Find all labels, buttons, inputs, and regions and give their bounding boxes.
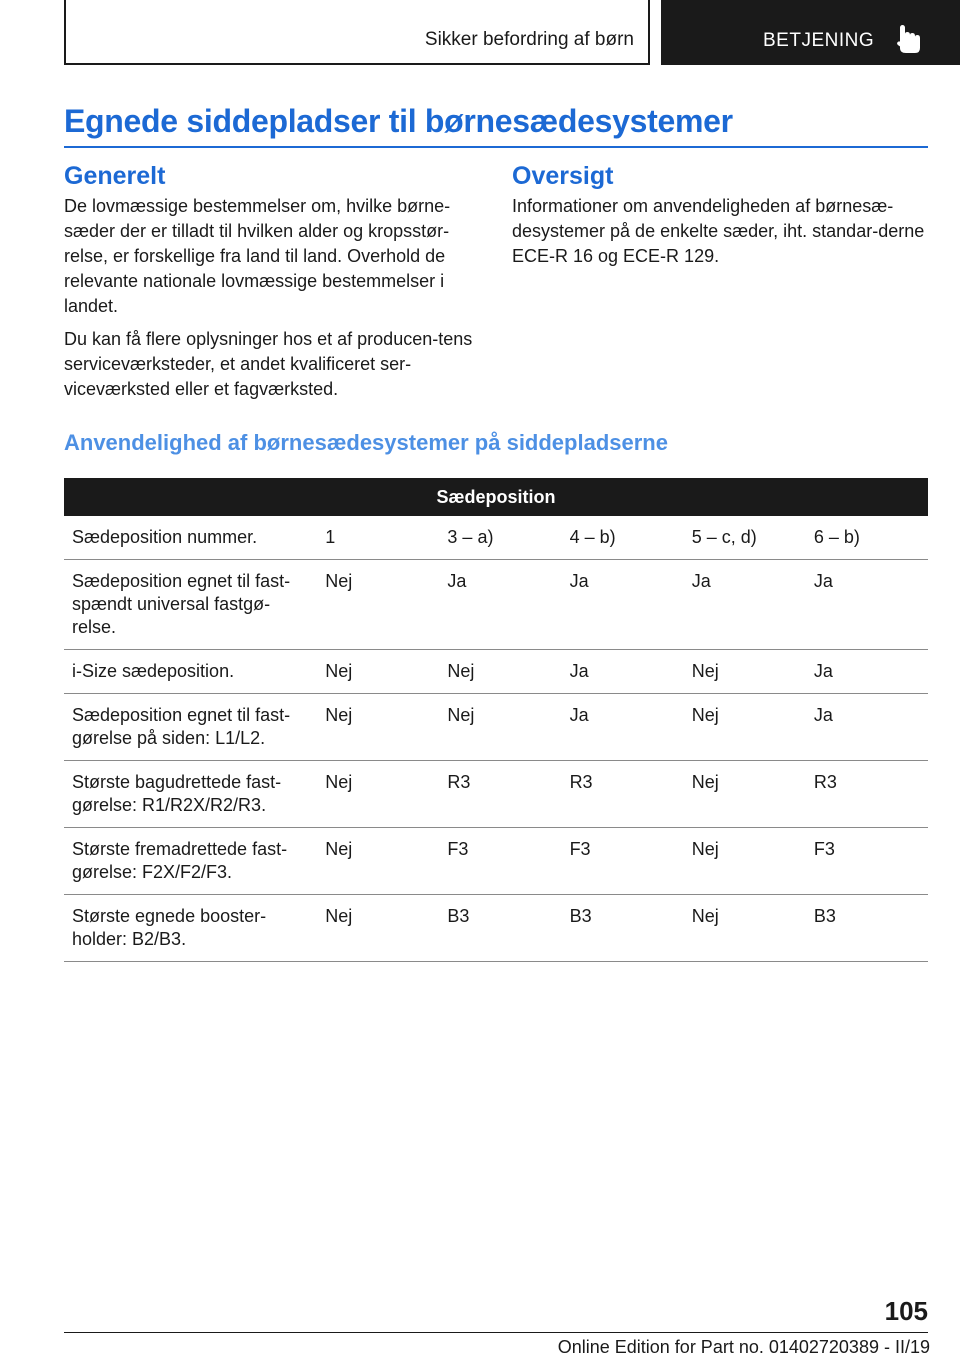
footer-divider [64, 1332, 928, 1333]
table-row [64, 694, 928, 761]
table-cell: Nej [317, 694, 439, 761]
table-cell: Nej [684, 828, 806, 895]
generelt-paragraph-1: De lovmæssige bestemmelser om, hvilke børne-sæder der er tilladt til hvilken alder og kropsstør-relse, er forskellige fra land til land. Overhold de relevante nationale lovmæssige bestemmelser i landet. [64, 196, 451, 316]
table-cell: Nej [684, 650, 806, 694]
generelt-paragraph-2: Du kan få flere oplysninger hos et af producen-tens serviceværksteder, et andet kvalificeret ser-viceværksted eller et fagværksted. [64, 329, 473, 399]
oversigt-section [512, 160, 926, 277]
table-cell: Nej [684, 895, 806, 962]
page-number: 105 [884, 1296, 928, 1326]
title-divider [64, 146, 928, 148]
table-cell: B3 [439, 895, 561, 962]
table-cell: Ja [806, 694, 928, 761]
row-label: Største egnede booster-holder: B2/B3. [64, 895, 317, 962]
table-row [64, 650, 928, 694]
table-cell: F3 [439, 828, 561, 895]
table-header-row [64, 478, 928, 516]
table-cell: B3 [562, 895, 684, 962]
table-cell: Nej [439, 650, 561, 694]
table-row [64, 761, 928, 828]
table-cell: 4 – b) [562, 516, 684, 560]
table-cell: Ja [562, 694, 684, 761]
table-cell: Ja [806, 650, 928, 694]
table-cell: 6 – b) [806, 516, 928, 560]
table-cell: Ja [806, 560, 928, 650]
table-cell: Ja [562, 650, 684, 694]
table-cell: B3 [806, 895, 928, 962]
table-cell: F3 [806, 828, 928, 895]
page-title: Egnede siddepladser til børnesædesystemer [64, 103, 733, 139]
generelt-section [64, 160, 478, 410]
header-section-box [64, 0, 650, 65]
table-row [64, 828, 928, 895]
seat-position-table [64, 478, 928, 962]
oversigt-paragraph: Informationer om anvendeligheden af børnesæ-desystemer på de enkelte sæder, iht. standar-derne ECE-R 16 og ECE-R 129. [512, 196, 925, 266]
header-section-title: Sikker befordring af børn [424, 29, 634, 50]
generelt-heading: Generelt [64, 162, 166, 190]
table-cell: Nej [439, 694, 561, 761]
table-cell: F3 [562, 828, 684, 895]
row-label: Sædeposition nummer. [64, 516, 317, 560]
table-cell: R3 [562, 761, 684, 828]
row-label: Største fremadrettede fast-gørelse: F2X/F2/F3. [64, 828, 317, 895]
table-cell: Nej [317, 828, 439, 895]
table-cell: Nej [317, 650, 439, 694]
table-cell: R3 [439, 761, 561, 828]
table-header-cell: Sædeposition [64, 478, 928, 516]
table-cell: 5 – c, d) [684, 516, 806, 560]
table-cell: Nej [317, 761, 439, 828]
table-cell: R3 [806, 761, 928, 828]
hand-pointer-icon [897, 24, 923, 54]
table-row [64, 895, 928, 962]
table-cell: Nej [684, 761, 806, 828]
header-chapter-title: BETJENING [763, 30, 875, 51]
row-label: Sædeposition egnet til fast-gørelse på siden: L1/L2. [64, 694, 317, 761]
table-section-heading: Anvendelighed af børnesædesystemer på siddepladserne [64, 430, 668, 455]
table-cell: Nej [317, 560, 439, 650]
row-label: Sædeposition egnet til fast-spændt universal fastgø-relse. [64, 560, 317, 650]
header-chapter-box [661, 0, 960, 65]
table-row [64, 560, 928, 650]
table-cell: 3 – a) [439, 516, 561, 560]
table-cell: Ja [684, 560, 806, 650]
footer-edition-text: Online Edition for Part no. 01402720389 - II/19 [557, 1337, 930, 1357]
table-cell: Ja [439, 560, 561, 650]
row-label: Største bagudrettede fast-gørelse: R1/R2X/R2/R3. [64, 761, 317, 828]
table-row [64, 516, 928, 560]
table-cell: Nej [684, 694, 806, 761]
table-cell: Ja [562, 560, 684, 650]
row-label: i-Size sædeposition. [64, 650, 317, 694]
oversigt-heading: Oversigt [512, 162, 614, 190]
table-cell: Nej [317, 895, 439, 962]
table-cell: 1 [317, 516, 439, 560]
